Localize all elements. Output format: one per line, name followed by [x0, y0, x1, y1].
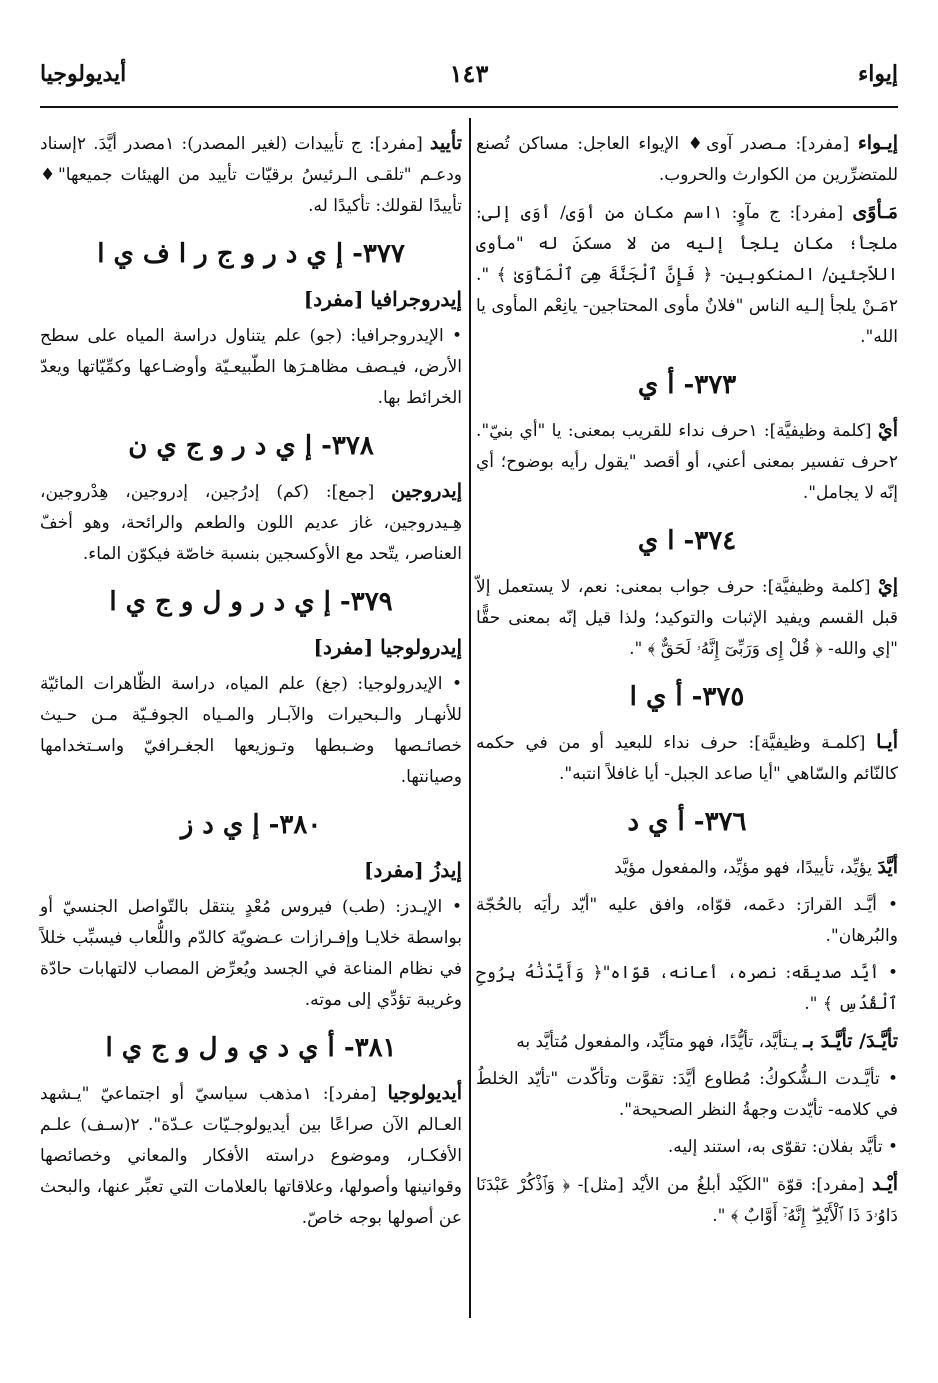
definition-paragraph — [476, 727, 898, 790]
headword: أيديولوجيا — [387, 1082, 462, 1104]
definition-text: [كلمة وظيفيَّة]: ١حرف نداء للقريب بمعنى: يا "أي بنيّ". ٢حرف تفسير بمعنى أعني، أو أقصد "يقول رأيه بوضوح؛ أي إنّه لا يجامل". — [476, 421, 898, 503]
headword: تأييد — [429, 132, 462, 154]
definition-paragraph — [40, 1078, 462, 1234]
section-heading: ٣٧٤- ا ي — [637, 526, 737, 556]
definition-text: • الإيدرولوجيا: (جغ) علم المياه، دراسة الظّاهرات المائيّة للأنهـار والـبحيرات والآبـار والمـياه الجوفـيّة مـن حـيث خصائـصها وضـبطها وتـوزيعها الجغـرافيّ واسـتخدامها وصيانتها. — [40, 674, 462, 787]
header-rule — [40, 106, 898, 108]
definition-paragraph — [40, 892, 462, 1016]
definition-text: [كلمة وظيفيَّة]: حرف جواب بمعنى: نعم، لا يستعمل إلاّ قبل القسم ويفيد الإثبات والتوكيد؛ ولذا قيل إنّه بمعنى حقًّا "إي والله- ﴿ قُلْ إِى وَرَبِّىٓ إِنَّهُۥ لَحَقٌّ ﴾ ". — [476, 577, 898, 659]
section-heading: ٣٧٧- إ ي د ر و ج ر ا ف ي ا — [97, 239, 405, 269]
page-header — [40, 55, 898, 95]
definition-paragraph — [40, 669, 462, 793]
definition-paragraph — [476, 415, 898, 509]
definition-text: يـتأيَّد، تأيُّدًا، فهو متأيِّد، والمفعول مُتأيَّد به — [516, 1032, 804, 1052]
header-first-word: إيواء — [857, 61, 898, 87]
definition-paragraph — [40, 128, 462, 222]
headword: إيدروجين — [391, 480, 462, 502]
definition-text: [مفرد]: قوّة "الكَيْد أبلغُ من الأيْد [مثل]- ﴿ وَٱذْكُرْ عَبْدَنَا دَاوُۥدَ ذَا ٱلْأَيْدِ ۖ إِنَّهُۥٓ أَوَّابٌ ﴾ ". — [476, 1175, 898, 1226]
definition-text: • الإيـدز: (طب) فيروس مُعْدٍ ينتقل بالتّواصل الجنسيّ أو بواسطة خلايـا وإفـرازات عـضويّة كالدّم واللُّعاب فيسبِّب خللاً في نظام المناعة في الجسد ويُعرِّض المصاب لالتهابات حادّة وغريبة تؤدِّي إلى موته. — [40, 897, 462, 1010]
headword: مَـأوًى — [852, 201, 898, 223]
definition-paragraph — [476, 1169, 898, 1232]
definition-paragraph — [476, 890, 898, 952]
section-heading: ٣٧٩- إ ي د ر و ل و ج ي ا — [109, 587, 393, 617]
definition-paragraph — [40, 321, 462, 414]
headword: إيـواء — [857, 132, 898, 154]
definition-paragraph — [40, 476, 462, 570]
header-last-word: أيديولوجيا — [40, 61, 127, 87]
definition-text: [كلمـة وظيفيَّة]: حرف نداء للبعيد أو من في حكمه كالنّائم والسّاهي "أيا صاعد الجبل- أيا غافلاً انتبه". — [476, 733, 898, 784]
entry-headword: إيدروجرافيا [مفرد] — [303, 287, 462, 311]
definition-text: • الإيدروجرافيا: (جو) علم يتناول دراسة المياه على سطح الأرض، فيـصف مظاهـرَها الطّبيعـيّة وأوضـاعها وكمِّيّاتها ويعدّ الخرائط بها. — [40, 326, 462, 408]
definition-paragraph — [476, 197, 898, 353]
section-heading: ٣٧٣- أ ي — [637, 370, 737, 400]
section-heading: ٣٨٠- إ ي د ز — [180, 810, 322, 840]
definition-text: يؤيِّد، تأييدًا، فهو مؤيِّد، والمفعول مؤيَّد — [614, 858, 878, 878]
section-heading: ٣٧٨- إ ي د ر و ج ي ن — [128, 431, 374, 461]
definition-paragraph — [476, 571, 898, 665]
section-heading: ٣٧٥- أ ي ا — [629, 682, 745, 712]
definition-paragraph — [476, 1132, 898, 1163]
definition-text: • تأيَّد بفلان: تقوّى به، استند إليه. — [667, 1137, 898, 1157]
headword: إيْ — [877, 575, 898, 597]
definition-text: [مفرد]: ج تأييدات (لغير المصدر): ١مصدر أيَّدَ. ٢إسناد ودعـم "تلقـى الـرئيسُ برقيّات تأييد من الهيئات جميعها"♦ تأييدًا لقولك: تأكيدًا له. — [40, 134, 462, 216]
entry-headword: إيدرولوجيا [مفرد] — [313, 635, 462, 659]
definition-paragraph — [476, 958, 898, 1020]
definition-paragraph — [476, 1026, 898, 1058]
left-column — [40, 128, 462, 1240]
definition-text: • أيَّد صديقَه: نصره، أعانه، قوّاه"﴿ وَأَيَّدْنَٰهُ بِرُوحِ ٱلْقُدُسِ ﴾ ". — [476, 963, 898, 1014]
definition-text: [مفرد]: ج مآوٍ: ١اسم مكان من أوَى/ أوَى إلى: ملجأ؛ مكان يلجأ إليه من لا مسكنَ له "مأوى اللاّجئين/ المنكوبين- ﴿ فَإِنَّ ٱلْجَنَّةَ هِىَ ٱلْمَأْوَىٰ ﴾ ". ٢مَـنْ يلجأ إلـيه الناس "فلانٌ مأوى المحتاجين- يانِعْم المأوى يا الله". — [476, 203, 898, 347]
right-column — [476, 128, 898, 1238]
column-divider — [469, 118, 471, 1318]
headword: أيْ — [877, 419, 898, 441]
headword: أيْـد — [871, 1173, 898, 1195]
headword: أيـا — [876, 731, 898, 753]
definition-paragraph — [476, 1064, 898, 1126]
definition-paragraph — [476, 852, 898, 884]
definition-text: [جمع]: (كم) إدرُجين، إدروجين، هِدْروجين، هِـيدروجين، غاز عديم اللون والطعم والرائحة، وهو أخفّ العناصر، يتّحد مع الأوكسجين بنسبة خاصّة فيكوّن الماء. — [40, 482, 462, 564]
headword: أيَّدَ — [877, 856, 898, 878]
entry-headword: إيدزُ [مفرد] — [364, 858, 462, 882]
page-number: ١٤٣ — [449, 59, 489, 88]
section-heading: ٣٧٦- أ ي د — [627, 807, 747, 837]
definition-text: [مفرد]: مـصدر آوى♦ الإيواء العاجل: مساكن تُصنع للمتضرِّرين من الكوارث والحروب. — [476, 134, 898, 185]
headword: تأيَّـدَ/ تأيَّـدَ بـ — [803, 1030, 898, 1052]
section-heading: ٣٨١- أ ي د ي و ل و ج ي ا — [105, 1033, 397, 1063]
definition-text: • أيَّـد القرارَ: دعَمه، قوّاه، وافق عليه "أيّد رأيَه بالحُجّة والبُرهان". — [476, 895, 898, 946]
definition-text: • تأيَّـدت الـشُّكوكُ: مُطاوع أيَّدَ: تقوَّت وتأكّدت "تأيّد الخلطُ في كلامه- تأيّدت وجهةُ النظر الصحيحة". — [476, 1069, 898, 1120]
definition-paragraph — [476, 128, 898, 191]
definition-text: [مفرد]: ١مذهب سياسيّ أو اجتماعيّ "يـشهد العـالم الآن صراعًا بين أيديولوجـيّات عـدّة". ٢(سـف) علـم الأفكـار، وموضوع دراسته الأفكار والمعاني وخصائصها وقوانينها وأصولها، وعلاقاتها بالعلامات التي تعبِّر عنها، والبحث عن أصولها بوجه خاصّ. — [40, 1084, 462, 1228]
